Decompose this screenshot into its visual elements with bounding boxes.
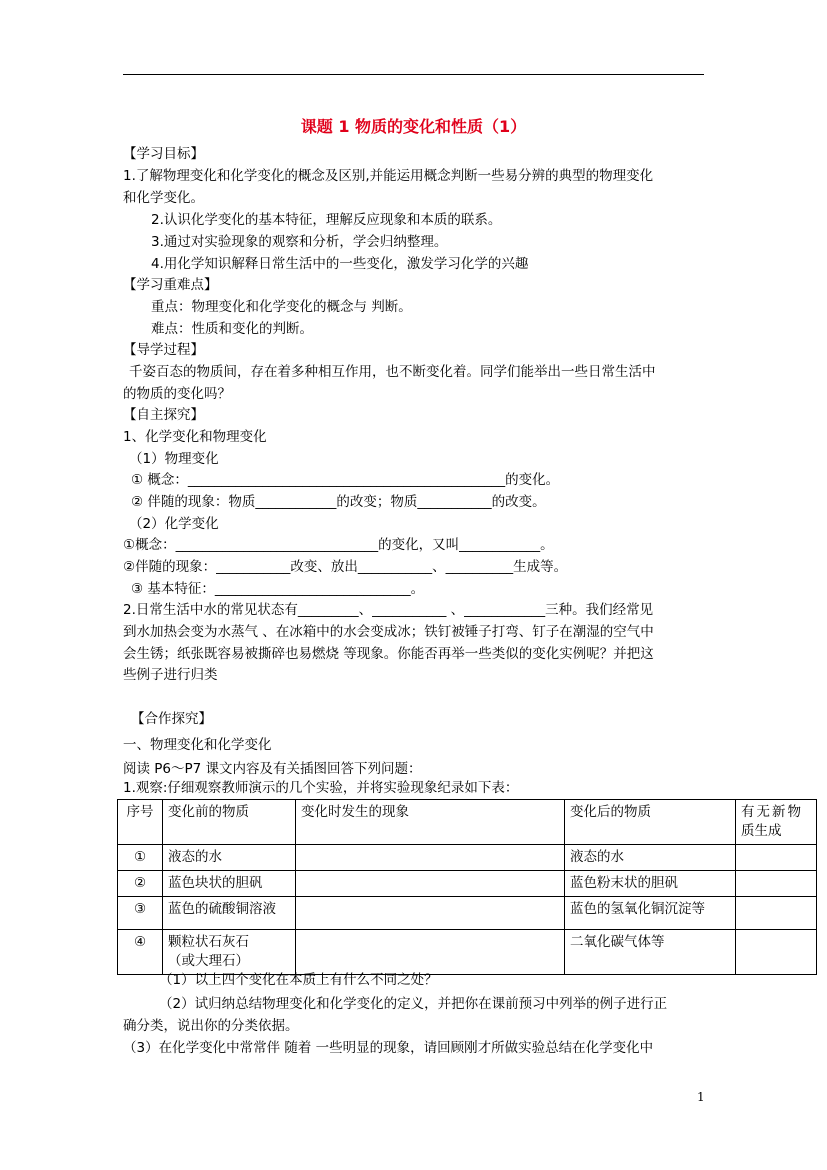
row-phenomenon[interactable] xyxy=(296,845,565,871)
observation-instruction: 1.观察:仔细观察教师演示的几个实验，并将实验现象纪录如下表： xyxy=(123,780,519,796)
goal-3: 3.通过对实验现象的观察和分析，学会归纳整理。 xyxy=(151,234,448,250)
row-new-substance[interactable] xyxy=(736,897,817,930)
row-after: 蓝色的氢氧化铜沉淀等 xyxy=(565,897,736,930)
question-3: （3）在化学变化中常常伴 随着 一些明显的现象，请回顾刚才所做实验总结在化学变化中 xyxy=(123,1040,654,1056)
row-no: ② xyxy=(118,871,163,897)
difficult-point: 难点：性质和变化的判断。 xyxy=(151,321,313,337)
intro-paragraph-cont: 的物质的变化吗？ xyxy=(123,386,231,402)
section-heading-self-study: 【自主探究】 xyxy=(123,407,204,423)
question-2-define-cont: 确分类，说出你的分类依据。 xyxy=(123,1018,299,1034)
question-2-define: （2）试归纳总结物理变化和化学变化的定义，并把你在课前预习中列举的例子进行正 xyxy=(159,996,668,1012)
row-phenomenon[interactable] xyxy=(296,871,565,897)
table-row xyxy=(118,930,817,975)
chemical-change-heading: （2）化学变化 xyxy=(129,516,219,532)
section-heading-goals: 【学习目标】 xyxy=(123,146,204,162)
page-number: 1 xyxy=(697,1090,705,1104)
question-2-cont-2: 会生锈；纸张既容易被撕碎也易燃烧 等现象。你能否再举一些类似的变化实例呢？并把这 xyxy=(123,646,654,662)
row-new-substance[interactable] xyxy=(736,930,817,975)
row-before: 液态的水 xyxy=(163,845,296,871)
physical-change-concept: ① 概念：_______________________________________________的变化。 xyxy=(131,472,560,488)
row-before: 蓝色块状的胆矾 xyxy=(163,871,296,897)
row-after: 二氧化碳气体等 xyxy=(565,930,736,975)
physical-change-heading: （1）物理变化 xyxy=(129,451,219,467)
header-rule xyxy=(123,74,704,75)
table-header-row xyxy=(118,800,817,845)
chemical-change-concept: ①概念：______________________________的变化，又叫____________。 xyxy=(123,537,554,553)
table-row xyxy=(118,871,817,897)
chemical-change-feature: ③ 基本特征：_____________________________。 xyxy=(131,581,425,597)
header-new-substance xyxy=(736,800,817,845)
row-no: ① xyxy=(118,845,163,871)
row-no: ③ xyxy=(118,897,163,930)
row-before-line2: （或大理石） xyxy=(168,953,249,969)
row-before xyxy=(163,930,296,975)
row-no: ④ xyxy=(118,930,163,975)
section-heading-cooperative: 【合作探究】 xyxy=(131,711,212,727)
key-point: 重点：物理变化和化学变化的概念与 判断。 xyxy=(151,299,412,315)
row-phenomenon[interactable] xyxy=(296,930,565,975)
header-new-substance-line1: 有无新物 xyxy=(741,804,803,820)
question-1: （1）以上四个变化在本质上有什么不同之处？ xyxy=(159,972,438,988)
goal-1-cont: 和化学变化。 xyxy=(123,190,204,206)
subsection-title: 1、化学变化和物理变化 xyxy=(123,429,267,445)
section-heading-key-points: 【学习重难点】 xyxy=(123,277,218,293)
header-after: 变化后的物质 xyxy=(565,800,736,845)
row-phenomenon[interactable] xyxy=(296,897,565,930)
row-after: 蓝色粉末状的胆矾 xyxy=(565,871,736,897)
intro-paragraph: 千姿百态的物质间，存在着多种相互作用，也不断变化着。同学们能举出一些日常生活中 xyxy=(129,364,656,380)
table-row xyxy=(118,897,817,930)
header-before: 变化前的物质 xyxy=(163,800,296,845)
row-before-line1: 颗粒状石灰石 xyxy=(168,934,249,950)
reading-instruction: 阅读 P6～P7 课文内容及有关插图回答下列问题： xyxy=(123,761,422,777)
row-new-substance[interactable] xyxy=(736,871,817,897)
question-2-cont-3: 些例子进行归类 xyxy=(123,667,218,683)
goal-4: 4.用化学知识解释日常生活中的一些变化，激发学习化学的兴趣 xyxy=(151,256,529,272)
page-title: 课题 1 物质的变化和性质（1） xyxy=(300,117,527,136)
chemical-change-phenomenon: ②伴随的现象：___________改变、放出___________、__________生成等。 xyxy=(123,559,568,575)
question-2: 2.日常生活中水的常见状态有_________、___________ 、____________三种。我们经常见 xyxy=(123,602,654,618)
goal-2: 2.认识化学变化的基本特征，理解反应现象和本质的联系。 xyxy=(151,212,502,228)
goal-1: 1.了解物理变化和化学变化的概念及区别,并能运用概念判断一些易分辨的典型的物理变化 xyxy=(123,168,654,184)
row-new-substance[interactable] xyxy=(736,845,817,871)
header-no: 序号 xyxy=(118,800,163,845)
question-2-cont-1: 到水加热会变为水蒸气 、在冰箱中的水会变成冰；铁钉被锤子打弯、钉子在潮湿的空气中 xyxy=(123,624,654,640)
experiment-table xyxy=(117,799,817,975)
part-1-title: 一、物理变化和化学变化 xyxy=(123,737,272,753)
physical-change-phenomenon: ② 伴随的现象：物质____________的改变；物质___________的改变。 xyxy=(131,494,546,510)
section-heading-process: 【导学过程】 xyxy=(123,342,204,358)
table-row xyxy=(118,845,817,871)
row-before: 蓝色的硫酸铜溶液 xyxy=(163,897,296,930)
row-after: 液态的水 xyxy=(565,845,736,871)
header-new-substance-line2: 质生成 xyxy=(741,823,782,839)
header-phenomenon: 变化时发生的现象 xyxy=(296,800,565,845)
